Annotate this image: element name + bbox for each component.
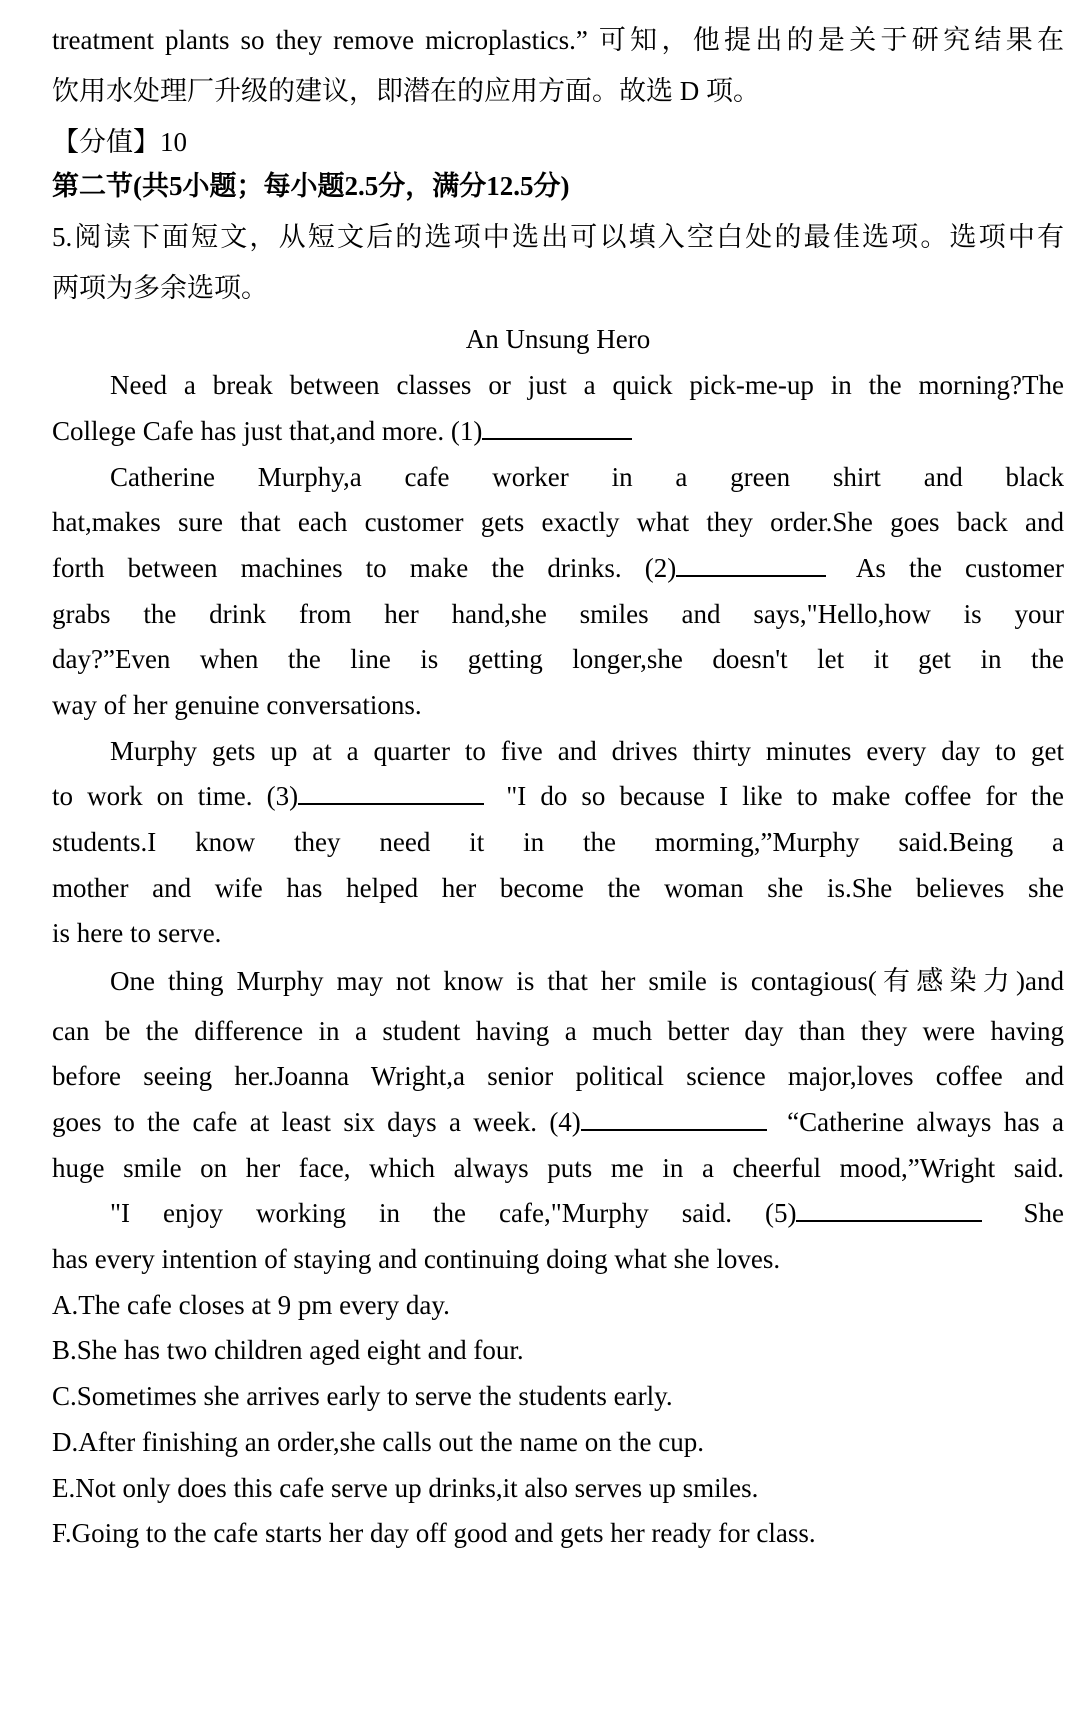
- option-f: F.Going to the cafe starts her day off good and gets her ready for class.: [52, 1518, 816, 1548]
- passage-text: She: [1023, 1198, 1064, 1228]
- blank-4: [581, 1107, 767, 1131]
- passage-line: One thing Murphy may not know is that her smile is contagious(有感染力)and: [110, 966, 1064, 996]
- passage-line: [52, 776, 1064, 816]
- intro-line-1: treatment plants so they remove microplastics.” 可知，他提出的是关于研究结果在: [52, 25, 1064, 55]
- passage-text: As the customer: [855, 553, 1064, 583]
- passage-line: hat,makes sure that each customer gets exactly what they order.She goes back and: [52, 507, 1064, 537]
- section-heading: 第二节(共5小题；每小题2.5分，满分12.5分): [52, 171, 570, 201]
- passage-text: "I enjoy working in the cafe,"Murphy said. (5): [110, 1198, 797, 1228]
- passage-line: [52, 548, 1064, 588]
- passage-line: huge smile on her face, which always puts me in a cheerful mood,”Wright said.: [52, 1153, 1064, 1183]
- passage-line: Catherine Murphy,a cafe worker in a green shirt and black: [110, 462, 1064, 492]
- passage-line: grabs the drink from her hand,she smiles and says,"Hello,how is your: [52, 599, 1064, 629]
- passage-line: [52, 411, 1064, 451]
- passage-text: "I do so because I like to make coffee for the: [506, 781, 1065, 811]
- passage-text: College Cafe has just that,and more. (1): [52, 416, 483, 446]
- passage-line: [52, 1102, 1064, 1142]
- passage-line: Need a break between classes or just a quick pick-me-up in the morning?The: [110, 370, 1064, 400]
- instruction-line-2: 两项为多余选项。: [52, 273, 268, 303]
- passage-title: An Unsung Hero: [465, 324, 651, 354]
- passage-line: is here to serve.: [52, 918, 222, 948]
- option-b: B.She has two children aged eight and four.: [52, 1335, 524, 1365]
- passage-line: Murphy gets up at a quarter to five and drives thirty minutes every day to get: [110, 736, 1064, 766]
- passage-text: to work on time. (3): [52, 781, 299, 811]
- passage-line: before seeing her.Joanna Wright,a senior political science major,loves coffee and: [52, 1061, 1064, 1091]
- option-d: D.After finishing an order,she calls out the name on the cup.: [52, 1427, 704, 1457]
- intro-line-2: 饮用水处理厂升级的建议，即潜在的应用方面。故选 D 项。: [52, 76, 760, 106]
- blank-5: [796, 1198, 982, 1222]
- passage-line: has every intention of staying and continuing doing what she loves.: [52, 1244, 781, 1274]
- blank-1: [482, 416, 632, 440]
- passage-line: way of her genuine conversations.: [52, 690, 422, 720]
- option-e: E.Not only does this cafe serve up drinks,it also serves up smiles.: [52, 1473, 759, 1503]
- option-a: A.The cafe closes at 9 pm every day.: [52, 1290, 450, 1320]
- passage-text: goes to the cafe at least six days a week. (4): [52, 1107, 581, 1137]
- passage-line: students.I know they need it in the morming,”Murphy said.Being a: [52, 827, 1064, 857]
- document-page: [52, 0, 1064, 1728]
- passage-text: “Catherine always has a: [787, 1107, 1065, 1137]
- blank-3: [298, 781, 484, 805]
- instruction-line-1: 5.阅读下面短文，从短文后的选项中选出可以填入空白处的最佳选项。选项中有: [52, 222, 1064, 252]
- passage-line: day?”Even when the line is getting longer,she doesn't let it get in the: [52, 644, 1064, 674]
- passage-line: [52, 1193, 1064, 1233]
- blank-2: [676, 553, 826, 577]
- passage-text: forth between machines to make the drinks. (2): [52, 553, 677, 583]
- passage-line: mother and wife has helped her become the woman she is.She believes she: [52, 873, 1064, 903]
- option-c: C.Sometimes she arrives early to serve the students early.: [52, 1381, 673, 1411]
- score-label: 【分值】10: [52, 127, 187, 157]
- passage-line: can be the difference in a student having a much better day than they were having: [52, 1016, 1064, 1046]
